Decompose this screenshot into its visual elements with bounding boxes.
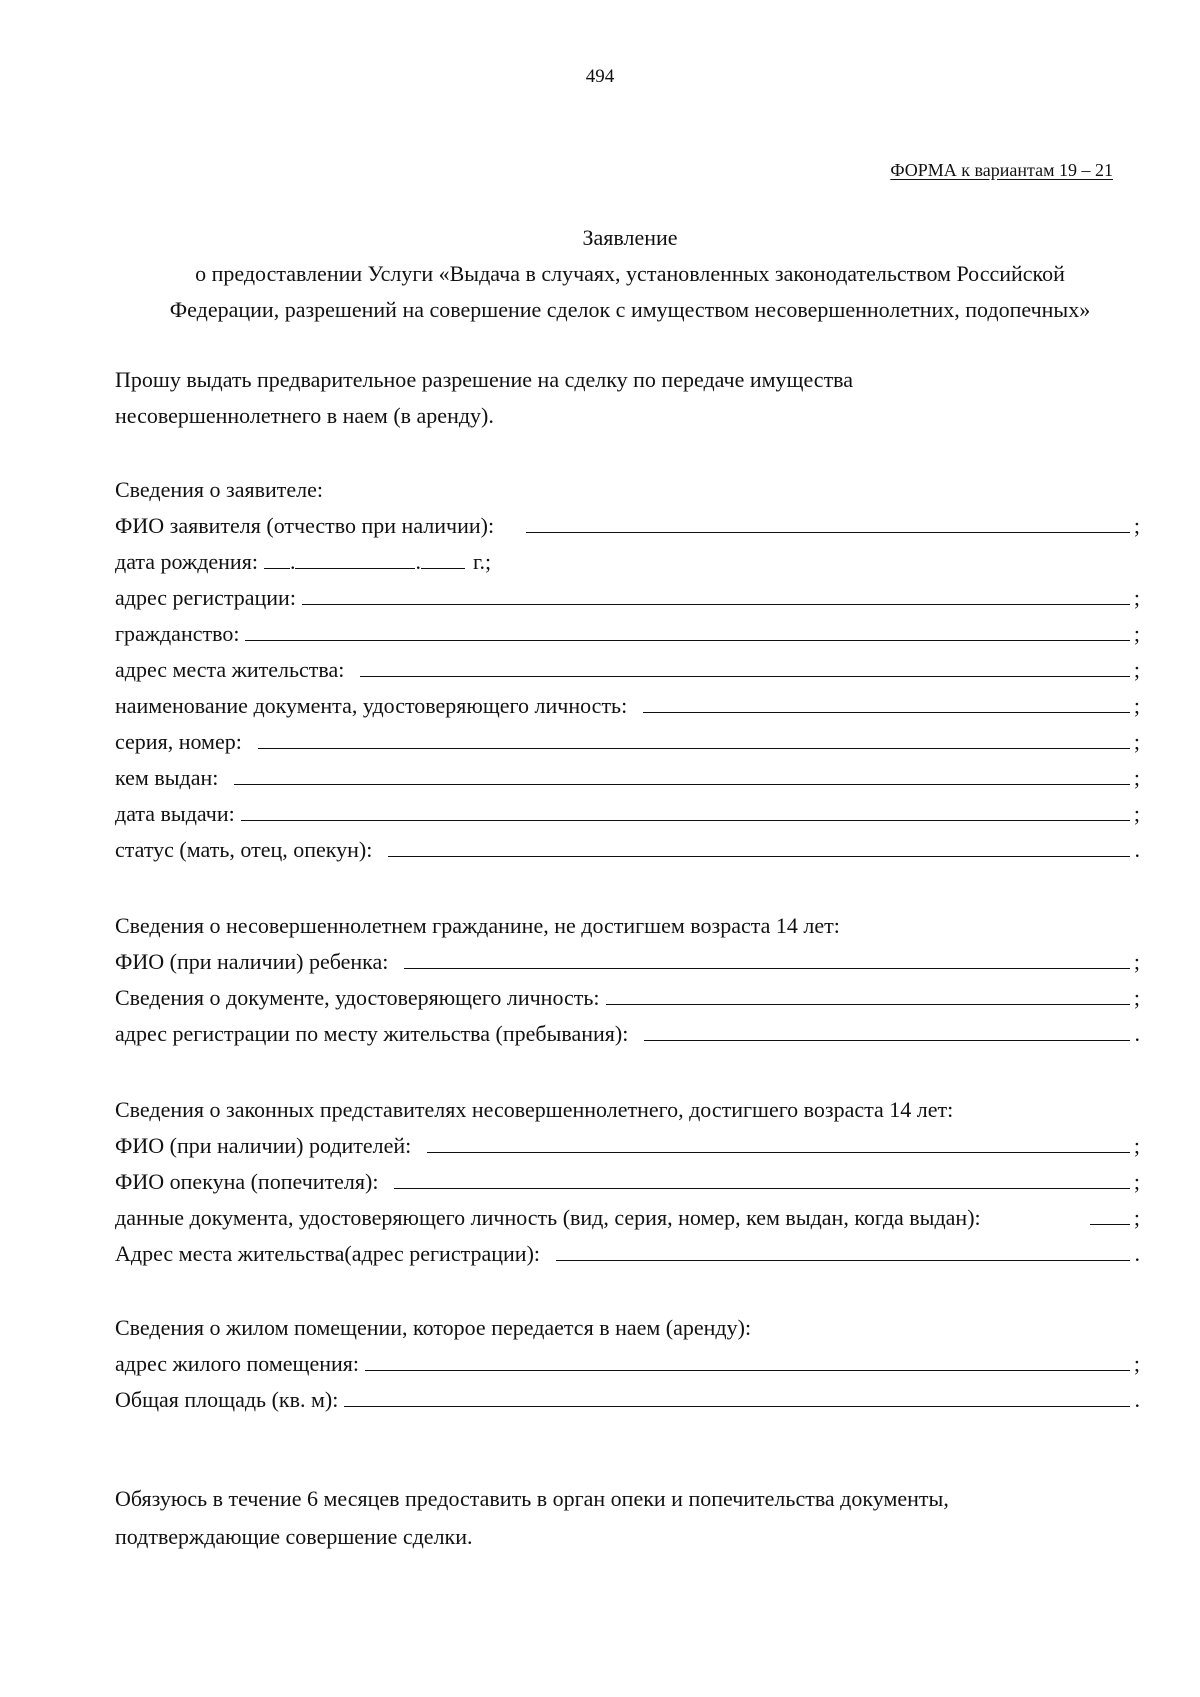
applicant-issued-by-label: кем выдан: bbox=[115, 765, 219, 790]
premises-section bbox=[115, 1310, 1140, 1418]
premises-heading: Сведения о жилом помещении, которое передается в наем (аренду): bbox=[115, 1315, 752, 1340]
parents-fio-row bbox=[115, 1128, 1140, 1164]
minor-doc-row bbox=[115, 980, 1140, 1016]
applicant-series-label: серия, номер: bbox=[115, 729, 242, 754]
semicolon: ; bbox=[1133, 1351, 1140, 1376]
parents-fio-label: ФИО (при наличии) родителей: bbox=[115, 1133, 412, 1158]
period: . bbox=[1134, 837, 1140, 862]
applicant-reg-address-row bbox=[115, 580, 1140, 616]
applicant-status-row bbox=[115, 832, 1140, 868]
applicant-heading: Сведения о заявителе: bbox=[115, 477, 324, 502]
minor-section bbox=[115, 908, 1140, 1052]
applicant-issue-date-label: дата выдачи: bbox=[115, 801, 235, 826]
representative-residence-field[interactable] bbox=[556, 1236, 1130, 1261]
semicolon: ; bbox=[1133, 657, 1140, 682]
minor-address-label: адрес регистрации по месту жительства (пребывания): bbox=[115, 1021, 629, 1046]
minor-address-row bbox=[115, 1016, 1140, 1052]
applicant-series-row bbox=[115, 724, 1140, 760]
applicant-fio-field[interactable] bbox=[526, 508, 1130, 533]
applicant-reg-address-field[interactable] bbox=[302, 580, 1130, 605]
title-line-2: о предоставлении Услуги «Выдача в случаях, установленных законодательством Российской bbox=[195, 261, 1065, 286]
document-title bbox=[0, 220, 1200, 328]
guardian-fio-field[interactable] bbox=[394, 1164, 1130, 1189]
applicant-id-doc-label: наименование документа, удостоверяющего личность: bbox=[115, 693, 628, 718]
dob-year-field[interactable] bbox=[421, 548, 465, 569]
semicolon: ; bbox=[1133, 1169, 1140, 1194]
representatives-heading: Сведения о законных представителях несовершеннолетнего, достигшего возраста 14 лет: bbox=[115, 1097, 954, 1122]
minor-heading: Сведения о несовершеннолетнем гражданине, не достигшем возраста 14 лет: bbox=[115, 913, 840, 938]
request-line-2: несовершеннолетнего в наем (в аренду). bbox=[115, 403, 494, 428]
guardian-fio-row bbox=[115, 1164, 1140, 1200]
semicolon: ; bbox=[1133, 765, 1140, 790]
page-number: 494 bbox=[585, 66, 615, 87]
minor-doc-field[interactable] bbox=[606, 980, 1130, 1005]
period: . bbox=[1134, 1241, 1140, 1266]
representative-residence-label: Адрес места жительства(адрес регистрации): bbox=[115, 1241, 541, 1266]
premises-area-row bbox=[115, 1382, 1140, 1418]
premises-address-row bbox=[115, 1346, 1140, 1382]
parents-fio-field[interactable] bbox=[427, 1128, 1130, 1153]
semicolon: ; bbox=[1133, 801, 1140, 826]
applicant-dob-label: дата рождения: bbox=[115, 549, 258, 574]
dob-separator: . bbox=[289, 549, 296, 574]
premises-address-label: адрес жилого помещения: bbox=[115, 1351, 359, 1376]
semicolon: ; bbox=[1133, 693, 1140, 718]
applicant-dob-row bbox=[115, 544, 1140, 580]
semicolon: ; bbox=[1133, 985, 1140, 1010]
semicolon: ; bbox=[1133, 585, 1140, 610]
applicant-issued-by-row bbox=[115, 760, 1140, 796]
period: . bbox=[1134, 1021, 1140, 1046]
representative-residence-row bbox=[115, 1236, 1140, 1272]
semicolon: ; bbox=[1133, 949, 1140, 974]
semicolon: ; bbox=[1133, 1205, 1140, 1230]
semicolon: ; bbox=[1133, 513, 1140, 538]
obligation-paragraph bbox=[115, 1480, 1145, 1556]
representative-doc-row bbox=[115, 1200, 1140, 1236]
representative-doc-field[interactable] bbox=[1090, 1200, 1130, 1225]
obligation-line-1: Обязуюсь в течение 6 месяцев предоставить в орган опеки и попечительства документы, bbox=[115, 1486, 949, 1511]
applicant-id-doc-row bbox=[115, 688, 1140, 724]
minor-doc-label: Сведения о документе, удостоверяющего личность: bbox=[115, 985, 600, 1010]
premises-address-field[interactable] bbox=[365, 1346, 1130, 1371]
applicant-status-label: статус (мать, отец, опекун): bbox=[115, 837, 373, 862]
form-label: ФОРМА к вариантам 19 – 21 bbox=[890, 160, 1113, 180]
applicant-issue-date-field[interactable] bbox=[241, 796, 1130, 821]
title-line-3: Федерации, разрешений на совершение сделок с имуществом несовершеннолетних, подопечных» bbox=[169, 297, 1091, 322]
request-line-1: Прошу выдать предварительное разрешение на сделку по передаче имущества bbox=[115, 367, 854, 392]
applicant-residence-row bbox=[115, 652, 1140, 688]
obligation-line-2: подтверждающие совершение сделки. bbox=[115, 1524, 473, 1549]
applicant-issued-by-field[interactable] bbox=[234, 760, 1130, 785]
applicant-reg-address-label: адрес регистрации: bbox=[115, 585, 296, 610]
applicant-citizenship-row bbox=[115, 616, 1140, 652]
minor-address-field[interactable] bbox=[644, 1016, 1130, 1041]
guardian-fio-label: ФИО опекуна (попечителя): bbox=[115, 1169, 379, 1194]
request-paragraph bbox=[115, 362, 1145, 434]
applicant-status-field[interactable] bbox=[388, 832, 1130, 857]
applicant-citizenship-field[interactable] bbox=[245, 616, 1130, 641]
dob-month-field[interactable] bbox=[295, 548, 415, 569]
applicant-id-doc-field[interactable] bbox=[643, 688, 1130, 713]
applicant-fio-label: ФИО заявителя (отчество при наличии): bbox=[115, 513, 495, 538]
representatives-section bbox=[115, 1092, 1140, 1272]
applicant-issue-date-row bbox=[115, 796, 1140, 832]
premises-area-label: Общая площадь (кв. м): bbox=[115, 1387, 339, 1412]
premises-area-field[interactable] bbox=[344, 1382, 1130, 1407]
minor-fio-row bbox=[115, 944, 1140, 980]
representative-doc-label: данные документа, удостоверяющего личность (вид, серия, номер, кем выдан, когда выдан): bbox=[115, 1205, 981, 1230]
dob-year-suffix: г.; bbox=[472, 549, 492, 574]
minor-fio-field[interactable] bbox=[404, 944, 1130, 969]
applicant-residence-field[interactable] bbox=[360, 652, 1130, 677]
period: . bbox=[1134, 1387, 1140, 1412]
applicant-series-field[interactable] bbox=[258, 724, 1130, 749]
applicant-residence-label: адрес места жительства: bbox=[115, 657, 345, 682]
semicolon: ; bbox=[1133, 1133, 1140, 1158]
dob-separator: . bbox=[415, 549, 421, 574]
title-line-1: Заявление bbox=[582, 225, 678, 250]
dob-day-field[interactable] bbox=[264, 548, 290, 569]
applicant-section bbox=[115, 472, 1140, 868]
semicolon: ; bbox=[1133, 621, 1140, 646]
applicant-fio-row bbox=[115, 508, 1140, 544]
applicant-citizenship-label: гражданство: bbox=[115, 621, 240, 646]
semicolon: ; bbox=[1133, 729, 1140, 754]
minor-fio-label: ФИО (при наличии) ребенка: bbox=[115, 949, 389, 974]
